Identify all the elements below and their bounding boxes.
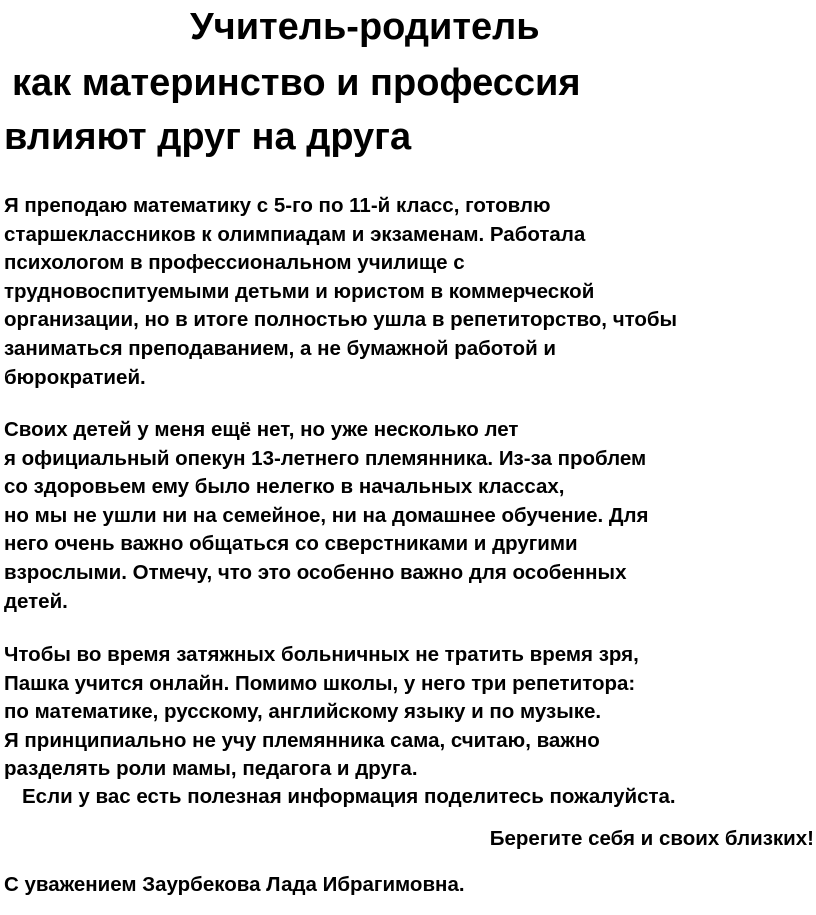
text-line: детей. [4,589,68,613]
paragraph-online-study [4,641,814,784]
text-line: Я преподаю математику с 5-го по 11-й класс, готовлю [4,194,551,217]
text-line: взрослыми. Отмечу, что это особенно важно для особенных [4,560,627,584]
text-line: но мы не ушли ни на семейное, ни на домашнее обучение. Для [4,503,649,527]
title-line-3: влияют друг на друга [4,116,412,158]
text-line: него очень важно общаться со сверстниками и другими [4,532,578,556]
paragraph-guardian [4,416,814,616]
paragraph-teaching [4,192,814,392]
text-line: Я принципиально не учу племянника сама, считаю, важно [4,728,600,752]
text-line: бюрократией. [4,365,146,389]
text-line: разделять роли мамы, педагога и друга. [4,757,418,781]
text-line: трудновоспитуемыми детьми и юристом в коммерческой [4,279,595,303]
text-line: я официальный опекун 13-летнего племянника. Из-за проблем [4,446,647,470]
closing-wish: Берегите себя и своих близких! [489,827,814,850]
request-note: Если у вас есть полезная информация поделитесь пожалуйста. [22,785,676,808]
text-line: организации, но в итоге полностью ушла в репетиторство, чтобы [4,308,678,332]
signature: С уважением Заурбекова Лада Ибрагимовна. [4,873,465,896]
title-line-1: Учитель-родитель [190,6,540,48]
text-line: со здоровьем ему было нелегко в начальных классах, [4,475,565,499]
text-line: по математике, русскому, английскому языку и по музыке. [4,700,602,724]
text-line: заниматься преподаванием, а не бумажной работой и [4,336,556,360]
text-line: старшеклассников к олимпиадам и экзаменам. Работала [4,222,586,246]
text-line: Пашка учится онлайн. Помимо школы, у него три репетитора: [4,671,636,695]
text-line: Своих детей у меня ещё нет, но уже несколько лет [4,418,519,441]
text-line: Чтобы во время затяжных больничных не тратить время зря, [4,643,639,666]
title-line-2: как материнство и профессия [12,62,581,104]
text-line: психологом в профессиональном училище с [4,251,465,275]
